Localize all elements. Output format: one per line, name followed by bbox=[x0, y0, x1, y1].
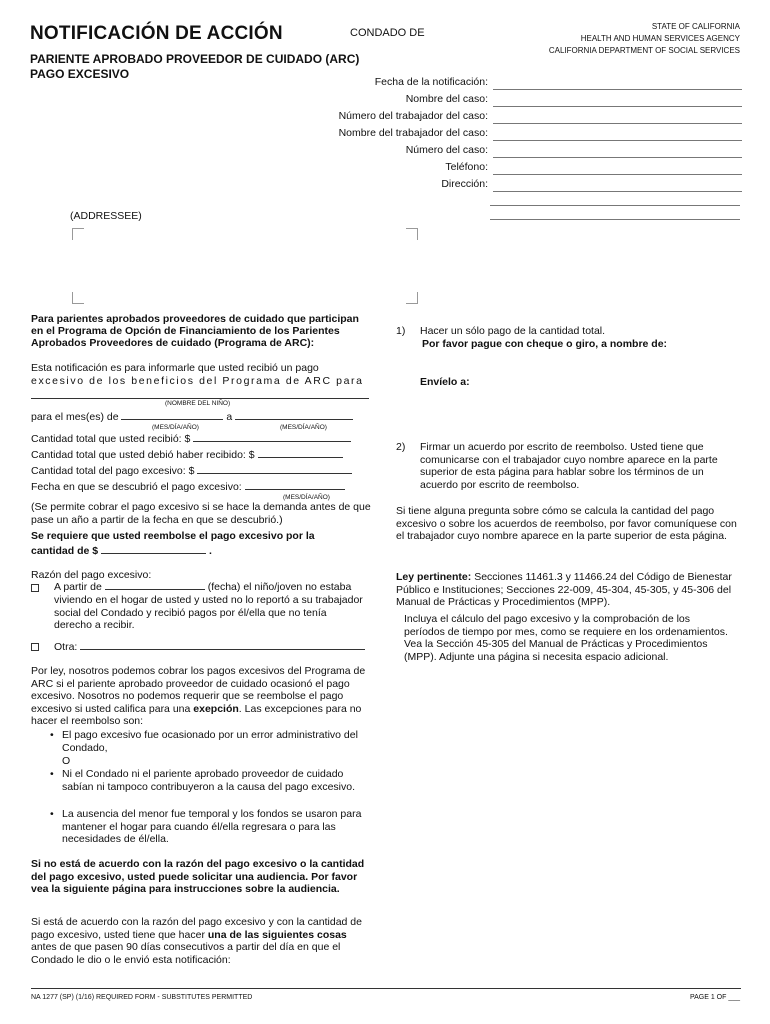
address-line-2[interactable] bbox=[490, 205, 740, 206]
law-references bbox=[396, 571, 738, 609]
intro-text: Esta notificación es para informarle que usted recibió un pago bbox=[31, 362, 319, 374]
field-label: Fecha de la notificación: bbox=[374, 76, 488, 88]
state-line: STATE OF CALIFORNIA bbox=[651, 22, 740, 31]
field-label: Dirección: bbox=[441, 178, 488, 190]
state-agency-block bbox=[500, 21, 740, 57]
intro-heading: Para parientes aprobados proveedores de cuidado que participan en el Programa de Opción de Financiamiento de los Parientes Aprobados Proveedores de cuidado (Programa de ARC): bbox=[31, 313, 359, 349]
checkbox-icon[interactable] bbox=[31, 584, 39, 592]
state-line: HEALTH AND HUMAN SERVICES AGENCY bbox=[580, 34, 740, 43]
reason-a-suffix: (fecha) el niño/joven no estaba bbox=[207, 581, 352, 593]
exception-or: O bbox=[62, 755, 71, 767]
repay-amount-label: cantidad de $ bbox=[31, 545, 99, 557]
address-window-corner bbox=[72, 292, 84, 304]
checkbox-icon[interactable] bbox=[31, 643, 39, 651]
field-worker-name[interactable] bbox=[300, 125, 742, 142]
field-line[interactable] bbox=[493, 106, 742, 107]
bullet-icon: • bbox=[50, 768, 54, 780]
repay-amount-row: cantidad de $ . bbox=[31, 545, 212, 557]
exception-bullet-1: El pago excesivo fue ocasionado por un error administrativo del Condado, bbox=[62, 729, 358, 754]
law-exception: exepción bbox=[193, 702, 239, 715]
field-line[interactable] bbox=[493, 157, 742, 158]
option-2-text: Firmar un acuerdo por escrito de reembolso. Usted tiene que comunicarse con el trabajador cuyo nombre aparece en la parte superior de esta página para hablar sobre los términos de un acuerdo por escrito de reembolso. bbox=[420, 441, 718, 491]
field-case-name[interactable] bbox=[300, 91, 742, 108]
field-notice-date[interactable] bbox=[300, 74, 742, 91]
field-case-number[interactable] bbox=[300, 142, 742, 159]
intro-text: excesivo de los beneficios del Programa de ARC para bbox=[31, 375, 364, 387]
exception-bullet-3: La ausencia del menor fue temporal y los fondos se usaron para mantener el hogar para cuando él/ella regresara o para las necesidades de él/ella. bbox=[62, 808, 362, 845]
months-label: para el mes(es) de bbox=[31, 411, 119, 423]
form-id: NA 1277 (SP) (1/16) REQUIRED FORM - SUBSTITUTES PERMITTED bbox=[31, 994, 253, 1001]
date-caption: (MES/DÍA/AÑO) bbox=[280, 424, 327, 431]
field-line[interactable] bbox=[493, 123, 742, 124]
other-label: Otra: bbox=[54, 641, 78, 653]
field-label: Teléfono: bbox=[445, 161, 488, 173]
field-line[interactable] bbox=[493, 140, 742, 141]
subtitle-overpayment: PAGO EXCESIVO bbox=[30, 67, 130, 81]
calculation-note: Incluya el cálculo del pago excesivo y la comprobación de los períodos de tiempo por mes, como se requiere en los ordenamientos. Vea la Sección 45-305 del Manual de Prácticas y Procedimientos (MPP). Adjunte una página si necesita espacio adicional. bbox=[404, 613, 728, 663]
field-label: Número del caso: bbox=[405, 144, 488, 156]
agree-paragraph bbox=[31, 916, 371, 966]
law-refs: Secciones 11461.3 y 11466.24 del Código de Bienestar Público e Instituciones; Secciones 22-009, 45-304, 45-305, y 45-306 del Manual de Prácticas y Procedimientos (MPP). bbox=[396, 571, 732, 608]
received-row bbox=[31, 433, 369, 446]
date-caption: (MES/DÍA/AÑO) bbox=[152, 424, 199, 431]
footer-divider bbox=[31, 988, 741, 989]
other-row bbox=[54, 641, 372, 654]
questions-paragraph: Si tiene alguna pregunta sobre cómo se calcula la cantidad del pago excesivo o sobre los acuerdos de reembolso, por favor comuníquese con el trabajador cuyo nombre aparece en la parte superior de esta página. bbox=[396, 505, 737, 542]
field-line[interactable] bbox=[493, 191, 742, 192]
repay-amount-line[interactable] bbox=[101, 553, 206, 554]
state-line: CALIFORNIA DEPARTMENT OF SOCIAL SERVICES bbox=[548, 46, 740, 55]
option-1-number: 1) bbox=[396, 325, 406, 337]
law-text-2: Las excepciones para no hacer el reembolso son: bbox=[31, 702, 362, 727]
address-window-corner bbox=[406, 228, 418, 240]
discovered-line[interactable] bbox=[245, 489, 345, 490]
child-name-caption: (NOMBRE DEL NIÑO) bbox=[165, 400, 231, 407]
collect-note: (Se permite cobrar el pago excesivo si se hace la demanda antes de que pase un año a partir de la fecha en que se descubrió.) bbox=[31, 501, 371, 526]
field-label: Nombre del caso: bbox=[405, 93, 488, 105]
should-have-row bbox=[31, 449, 369, 462]
bullet-icon: • bbox=[50, 729, 54, 741]
overpayment-label: Cantidad total del pago excesivo: $ bbox=[31, 465, 195, 477]
agree-text-2: antes de que pasen 90 días consecutivos a partir del día en que el Condado le dio o le envió esta notificación: bbox=[31, 941, 341, 966]
reason-title: Razón del pago excesivo: bbox=[31, 569, 152, 581]
discovered-row bbox=[31, 481, 369, 494]
child-name-line[interactable] bbox=[31, 398, 369, 399]
send-to-label: Envíelo a: bbox=[420, 376, 470, 388]
months-row bbox=[31, 411, 369, 424]
form-title: NOTIFICACIÓN DE ACCIÓN bbox=[30, 23, 283, 44]
field-label: Nombre del trabajador del caso: bbox=[338, 127, 488, 139]
overpayment-row bbox=[31, 465, 369, 478]
option-1-text: Hacer un sólo pago de la cantidad total. bbox=[420, 325, 606, 337]
law-label: Ley pertinente: bbox=[396, 571, 472, 583]
reason-a-text: viviendo en el hogar de usted y usted no lo reportó a su trabajador social del Condado y recibió pagos por él/ella que no tenía derecho a recibir. bbox=[54, 594, 363, 631]
reason-a-prefix: A partir de bbox=[54, 581, 102, 593]
addressee-label: (ADDRESSEE) bbox=[70, 210, 142, 222]
subtitle-arc: PARIENTE APROBADO PROVEEDOR DE CUIDADO (ARC) bbox=[30, 52, 360, 66]
date-caption: (MES/DÍA/AÑO) bbox=[283, 494, 330, 501]
month-to-line[interactable] bbox=[235, 419, 353, 420]
discovered-label: Fecha en que se descubrió el pago excesivo: bbox=[31, 481, 242, 493]
month-from-line[interactable] bbox=[121, 419, 223, 420]
address-line-3[interactable] bbox=[490, 219, 740, 220]
exception-bullet-2: Ni el Condado ni el pariente aprobado proveedor de cuidado sabían ni tampoco contribuyeron a la causa del pago excesivo. bbox=[62, 768, 356, 793]
other-line[interactable] bbox=[80, 649, 365, 650]
page-number: PAGE 1 OF ___ bbox=[689, 994, 740, 1001]
law-paragraph: Por ley, nosotros podemos cobrar los pagos excesivos del Programa de ARC si el pariente aprobado proveedor de cuidado ocasionó el pago excesivo. Nosotros no podemos requerir que se reembolse el pago excesivo si usted califica para una exepción. Las excepciones para no hacer el reembolso son: bbox=[31, 665, 366, 727]
address-window-corner bbox=[406, 292, 418, 304]
field-address[interactable] bbox=[300, 176, 742, 193]
field-worker-number[interactable] bbox=[300, 108, 742, 125]
reason-a-row bbox=[54, 581, 372, 594]
field-line[interactable] bbox=[493, 89, 742, 90]
should-have-line[interactable] bbox=[258, 457, 343, 458]
reason-a-date-line[interactable] bbox=[105, 589, 205, 590]
overpayment-line[interactable] bbox=[197, 473, 352, 474]
field-label: Número del trabajador del caso: bbox=[338, 110, 488, 122]
repay-heading: Se requiere que usted reembolse el pago excesivo por la bbox=[31, 530, 315, 542]
disagree-paragraph: Si no está de acuerdo con la razón del pago excesivo o la cantidad del pago excesivo, usted puede solicitar una audiencia. Por favor vea la siguiente página para instrucciones sobre la audiencia. bbox=[31, 858, 365, 895]
should-have-label: Cantidad total que usted debió haber recibido: $ bbox=[31, 449, 255, 461]
agree-text: Si está de acuerdo con la razón del pago excesivo y con la cantidad de pago excesivo, usted tiene que hacer bbox=[31, 916, 362, 941]
field-phone[interactable] bbox=[300, 159, 742, 176]
option-2-number: 2) bbox=[396, 441, 406, 453]
received-label: Cantidad total que usted recibió: $ bbox=[31, 433, 191, 445]
agree-bold: una de las siguientes cosas bbox=[207, 928, 347, 941]
months-to: a bbox=[226, 411, 233, 423]
received-line[interactable] bbox=[193, 441, 351, 442]
bullet-icon: • bbox=[50, 808, 54, 820]
county-label: CONDADO DE bbox=[350, 27, 425, 39]
field-line[interactable] bbox=[493, 174, 742, 175]
law-text: Por ley, nosotros podemos cobrar los pagos excesivos del Programa de ARC si el pariente aprobado proveedor de cuidado ocasionó el pago excesivo. Nosotros no podemos requerir que se reembolse el pago excesivo si usted califica para una bbox=[31, 665, 366, 715]
address-window-corner bbox=[72, 228, 84, 240]
option-1-payee: Por favor pague con cheque o giro, a nombre de: bbox=[422, 338, 668, 350]
